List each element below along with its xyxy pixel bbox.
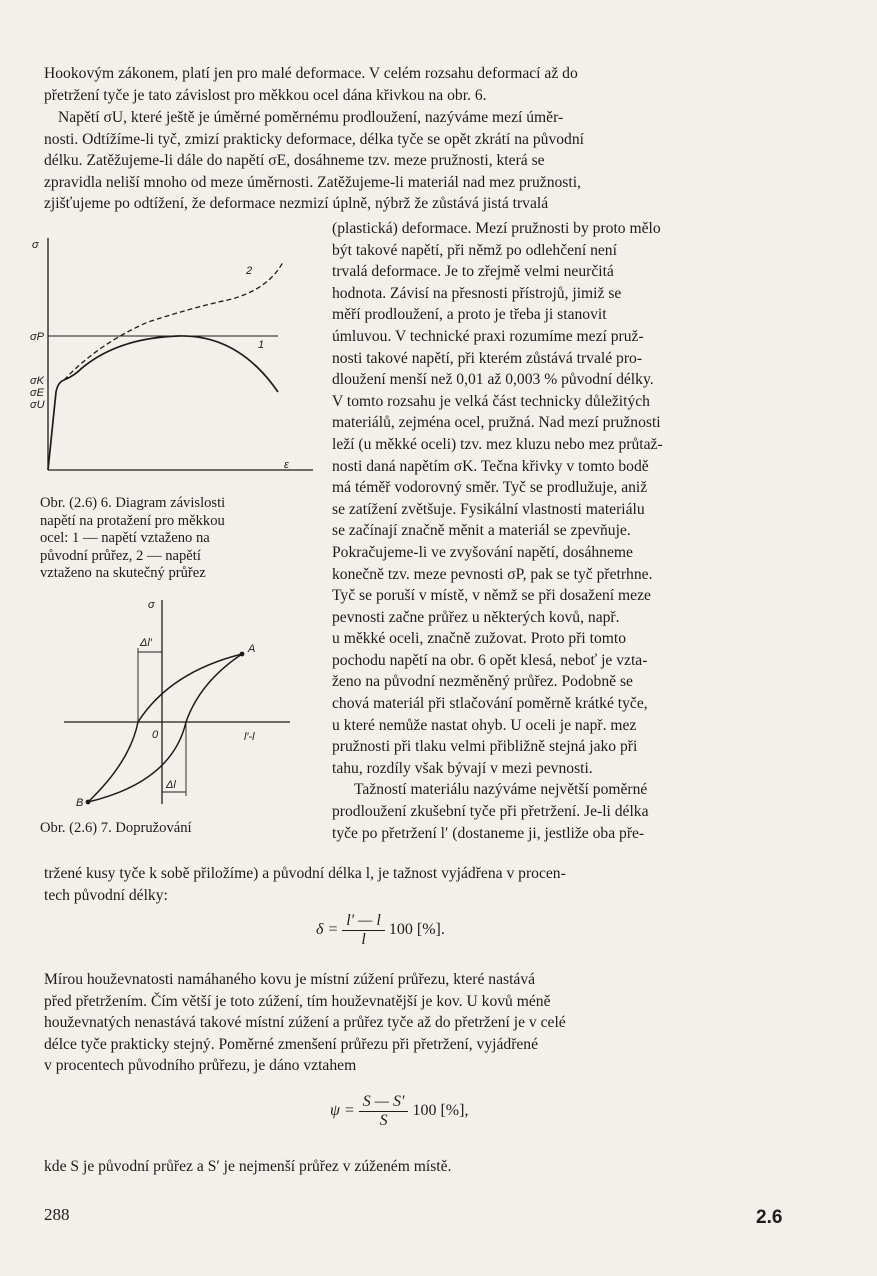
- text-line: V tomto rozsahu je velká část technicky důležitých: [332, 392, 650, 410]
- text-line: Hookovým zákonem, platí jen pro malé deformace. V celém rozsahu deformací až do: [44, 65, 578, 82]
- text-line: tech původní délky:: [44, 886, 168, 904]
- text-line: nosti. Odtížíme-li tyč, zmizí prakticky deformace, délka tyče se opět zkrátí na původní: [44, 130, 584, 148]
- caption-figure-6: [40, 495, 225, 583]
- unloading-curve: [88, 654, 242, 802]
- caption-line: ocel: 1 — napětí vztaženo na: [40, 530, 210, 547]
- caption-line: původní průřez, 2 — napětí: [40, 547, 201, 564]
- paragraph-toughness: [44, 969, 790, 1077]
- eq-rest: 100 [%],: [412, 1102, 469, 1120]
- text-line: u které nemůže nastat ohyb. U oceli je např. mez: [332, 716, 637, 734]
- text-line: materiálů, zejména ocel, pružná. Nad mezí pružnosti: [332, 414, 661, 432]
- label-sigma-u: σU: [30, 399, 45, 411]
- text-line: chová materiál při stlačování poměrně krátké tyče,: [332, 695, 648, 713]
- text-line: v procentech původního průřezu, je dáno vztahem: [44, 1057, 357, 1075]
- text-line: kde S je původní průřez a S′ je nejmenší průřez v zúženém místě.: [44, 1158, 452, 1175]
- label-sigma-e: σE: [30, 387, 44, 399]
- paragraph-ductility: [44, 863, 790, 906]
- eq-lhs: δ =: [316, 921, 339, 939]
- text-line: Tažností materiálu nazýváme největší poměrné: [354, 781, 648, 799]
- paragraph-definition: [44, 1156, 790, 1178]
- label-dl-prime: Δl′: [140, 637, 152, 649]
- text-line: Pokračujeme-li ve zvyšování napětí, dosáhneme: [332, 543, 633, 561]
- label-epsilon: ε: [284, 459, 289, 471]
- text-line: dloužení menší než 0,01 až 0,003 % původní délky.: [332, 371, 654, 389]
- text-line: prodloužení zkušební tyče při přetržení. Je-li délka: [332, 803, 649, 821]
- label-sigma-k: σK: [30, 375, 44, 387]
- text-line: se začínají značně měnit a materiál se zpevňuje.: [332, 522, 631, 540]
- label-axis: l′-l: [244, 731, 255, 743]
- paragraph-elasticity-limit: [332, 218, 790, 844]
- figure-6-stress-strain-diagram: [28, 232, 323, 484]
- curve-1: [48, 336, 278, 470]
- caption-line: napětí na protažení pro měkkou: [40, 512, 225, 529]
- text-line: délku. Zatěžujeme-li dále do napětí σE, dosáhneme tzv. meze pružnosti, která se: [44, 152, 545, 170]
- text-line: měří prodloužení, a proto je třeba ji stanovit: [332, 306, 607, 324]
- text-line: u měkké oceli, značně zužovat. Proto při tomto: [332, 630, 627, 648]
- point-a: [240, 652, 245, 657]
- text-line: před přetržením. Čím větší je toto zúžení, tím houževnatější je kov. U kovů méně: [44, 992, 551, 1010]
- caption-line: Obr. (2.6) 6. Diagram závislosti: [40, 495, 226, 511]
- page-number: 288: [44, 1205, 70, 1224]
- text-line: Mírou houževnatosti namáhaného kovu je místní zúžení průřezu, které nastává: [44, 971, 536, 988]
- text-line: trvalá deformace. Je to zřejmě velmi neurčitá: [332, 263, 614, 281]
- caption-line: vztaženo na skutečný průřez: [40, 565, 206, 582]
- label-dl: Δl: [166, 779, 176, 791]
- text-line: Tyč se poruší v místě, v němž se při dosažení meze: [332, 587, 651, 605]
- text-line: leží (u měkké oceli) tzv. mez kluzu nebo mez průtaž-: [332, 435, 663, 453]
- eq-numerator: S — S′: [359, 1093, 409, 1112]
- equation-contraction: [330, 1093, 468, 1130]
- label-b: B: [76, 797, 84, 809]
- text-line: pochodu napětí na obr. 6 opět klesá, neboť je vzta-: [332, 651, 648, 669]
- text-line: se zatížení zvětšuje. Fysikální vlastnosti materiálu: [332, 500, 645, 518]
- label-sigma: σ: [148, 599, 155, 611]
- label-sigma-p: σP: [30, 331, 44, 343]
- text-line: houževnatých nenastává takové místní zúžení a průřez tyče až do přetržení je v celé: [44, 1014, 566, 1032]
- loading-curve: [88, 654, 242, 802]
- eq-fraction: [342, 912, 385, 949]
- text-line: konečně tzv. meze pevnosti σP, pak se tyč přetrhne.: [332, 565, 653, 583]
- figure-7-hysteresis-diagram: [60, 592, 315, 812]
- eq-denominator: l: [361, 931, 366, 948]
- eq-fraction: [359, 1093, 409, 1130]
- eq-denominator: S: [379, 1112, 388, 1129]
- caption-figure-7: Obr. (2.6) 7. Dopružování: [40, 820, 192, 836]
- text-line: nosti daná napětím σK. Tečna křivky v tomto bodě: [332, 457, 649, 475]
- label-curve-1: 1: [258, 339, 265, 351]
- eq-numerator: l′ — l: [342, 912, 385, 931]
- point-b: [86, 800, 91, 805]
- text-line: úmluvou. V technické praxi rozumíme mezí pruž-: [332, 327, 644, 345]
- text-line: pružnosti při tlaku velmi přibližně stejná jako při: [332, 738, 638, 756]
- text-line: zpravidla neliší mnoho od meze úměrnosti. Zatěžujeme-li materiál nad mez pružnosti,: [44, 173, 581, 191]
- text-line: tahu, rozdíly však bývají v mezi pevnosti.: [332, 759, 593, 777]
- paragraph-proportionality: [44, 107, 790, 215]
- text-line: být takové napětí, při němž po odlehčení není: [332, 241, 617, 259]
- text-line: zjišťujeme po odtížení, že deformace nezmizí úplně, nýbrž že zůstává jistá trvalá: [44, 195, 549, 213]
- curve-2: [64, 262, 283, 380]
- eq-lhs: ψ =: [330, 1102, 355, 1120]
- text-line: délce tyče prakticky stejný. Poměrné zmenšení průřezu při přetržení, vyjádřené: [44, 1035, 539, 1053]
- equation-ductility: [316, 912, 445, 949]
- label-a: A: [248, 643, 256, 655]
- section-number: 2.6: [756, 1207, 783, 1228]
- label-sigma: σ: [32, 239, 39, 251]
- label-origin: 0: [152, 729, 159, 741]
- text-line: tyče po přetržení l′ (dostaneme ji, jestliže oba pře-: [332, 824, 645, 842]
- text-line: tržené kusy tyče k sobě přiložíme) a původní délka l, je tažnost vyjádřena v procen-: [44, 865, 566, 882]
- text-line: má téměř vodorovný směr. Tyč se prodlužuje, aniž: [332, 479, 648, 497]
- label-curve-2: 2: [246, 265, 253, 277]
- text-line: pevnosti začne průřez u některých kovů, např.: [332, 608, 620, 626]
- eq-rest: 100 [%].: [388, 921, 445, 939]
- text-line: nosti takové napětí, při kterém zůstává trvalé pro-: [332, 349, 643, 367]
- text-line: hodnota. Závisí na přesnosti přístrojů, jimiž se: [332, 284, 622, 302]
- text-line: Napětí σU, které ještě je úměrné poměrnému prodloužení, nazýváme mezí úměr-: [58, 109, 564, 126]
- paragraph-hooke: [44, 63, 790, 106]
- text-line: přetržení tyče je tato závislost pro měkkou ocel dána křivkou na obr. 6.: [44, 86, 487, 104]
- text-line: (plastická) deformace. Mezí pružnosti by proto mělo: [332, 220, 661, 237]
- text-line: ženo na původní nezměněný průřez. Podobně se: [332, 673, 633, 691]
